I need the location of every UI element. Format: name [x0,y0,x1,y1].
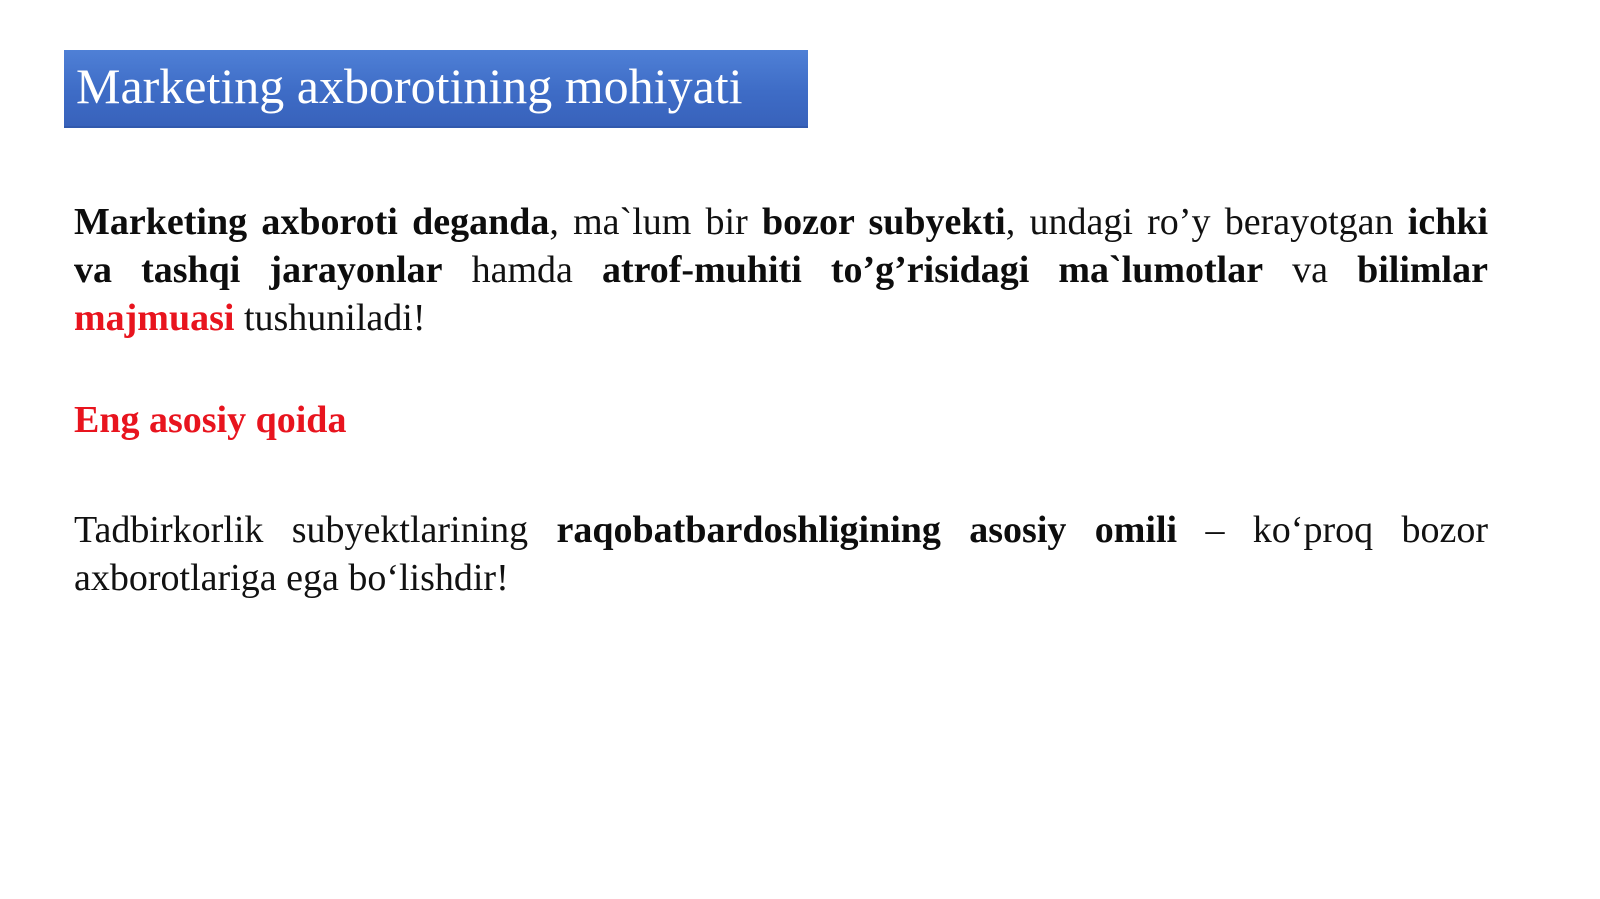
text-segment: va [1263,249,1358,291]
text-segment: Tadbirkorlik subyektlarining [74,509,557,551]
bold-term-malumotlar: atrof-muhiti to’g’risidagi ma`lumotlar [601,249,1264,291]
bold-term-marketing-axboroti: Marketing axboroti deganda [74,201,550,243]
text-segment: tushuniladi! [234,297,426,339]
bold-term-bilimlar: bilimlar [1357,249,1488,291]
rule-heading: Eng asosiy qoida [74,399,347,441]
title-bar [64,50,808,128]
text-segment: , ma`lum bir [549,201,763,243]
rule-paragraph [74,506,1488,602]
text-segment: – ko‘proq bozor axborotlariga ega bo‘lishdir! [74,509,1488,599]
bold-term-raqobatbardoshlik: raqobatbardoshligining asosiy omili [556,509,1178,551]
text-segment: hamda [442,249,602,291]
highlight-majmuasi: majmuasi [74,297,235,339]
slide-title: Marketing axborotining mohiyati [76,58,743,114]
definition-paragraph [74,198,1488,342]
text-segment: , undagi ro’y berayotgan [1005,201,1408,243]
bold-term-bozor-subyekti: bozor subyekti [762,201,1006,243]
bold-term-jarayonlar: ichki va tashqi jarayonlar [74,201,1489,291]
